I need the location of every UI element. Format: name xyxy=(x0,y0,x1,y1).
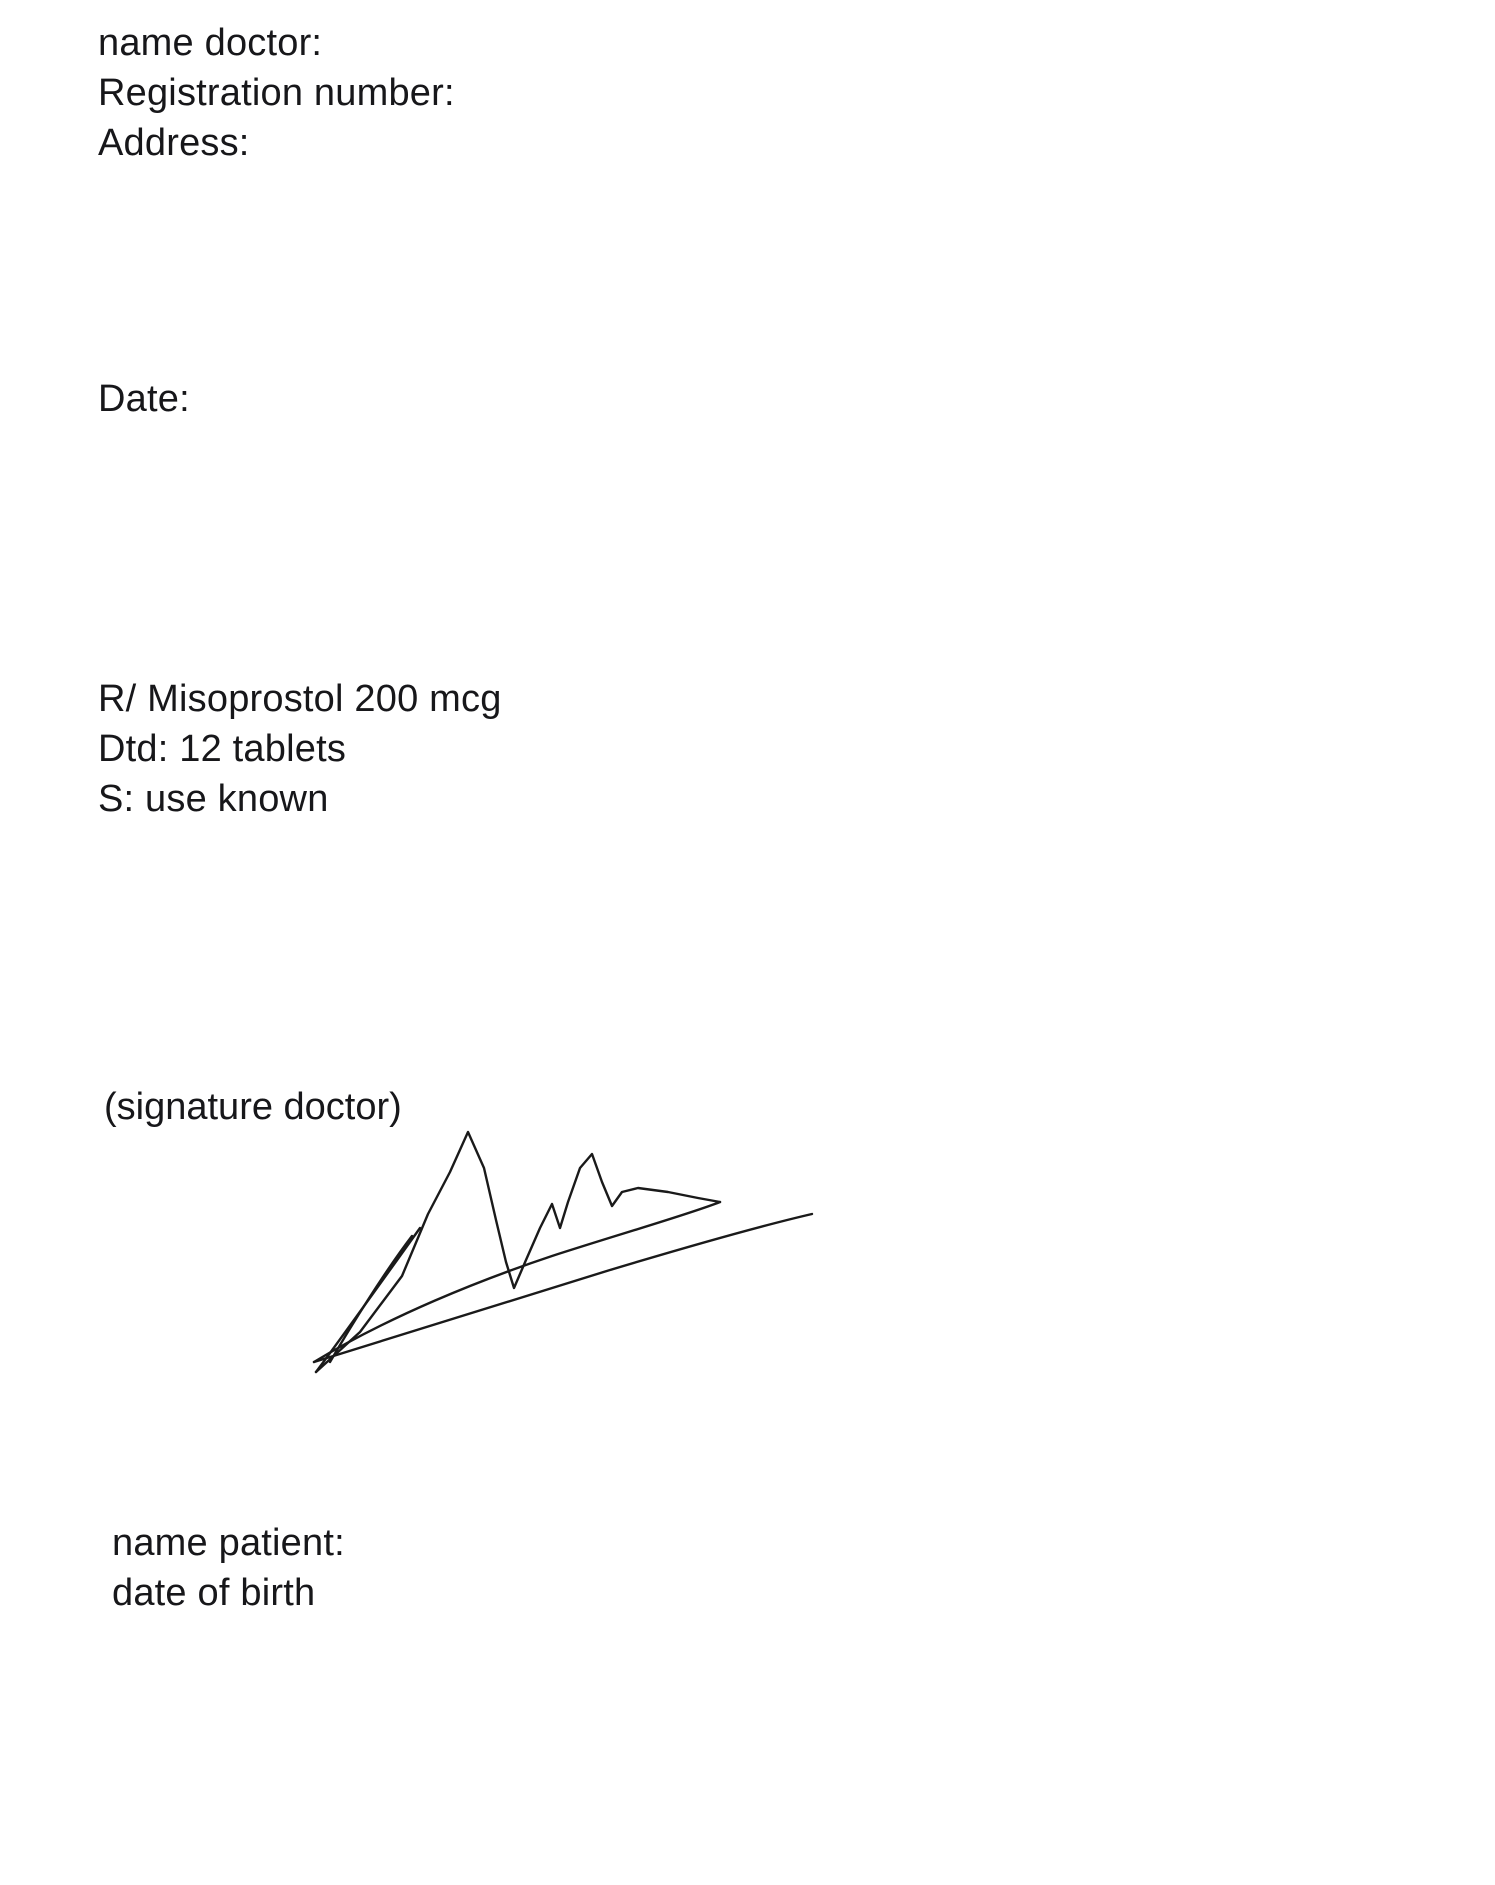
doctor-address-label: Address: xyxy=(98,122,250,164)
prescription-block xyxy=(98,674,502,824)
prescription-drug-line: R/ Misoprostol 200 mcg xyxy=(98,678,502,720)
doctor-details-block xyxy=(98,18,455,168)
doctor-registration-number-label: Registration number: xyxy=(98,72,455,114)
date-label: Date: xyxy=(98,378,190,420)
patient-date-of-birth-label: date of birth xyxy=(112,1572,316,1614)
date-block xyxy=(98,374,190,424)
doctor-name-label: name doctor: xyxy=(98,22,323,64)
signature-caption: (signature doctor) xyxy=(104,1086,402,1128)
prescription-instructions-line: S: use known xyxy=(98,778,329,820)
prescription-quantity-line: Dtd: 12 tablets xyxy=(98,728,347,770)
patient-name-label: name patient: xyxy=(112,1522,345,1564)
patient-details-block xyxy=(112,1518,345,1618)
signature-icon xyxy=(300,1110,940,1380)
